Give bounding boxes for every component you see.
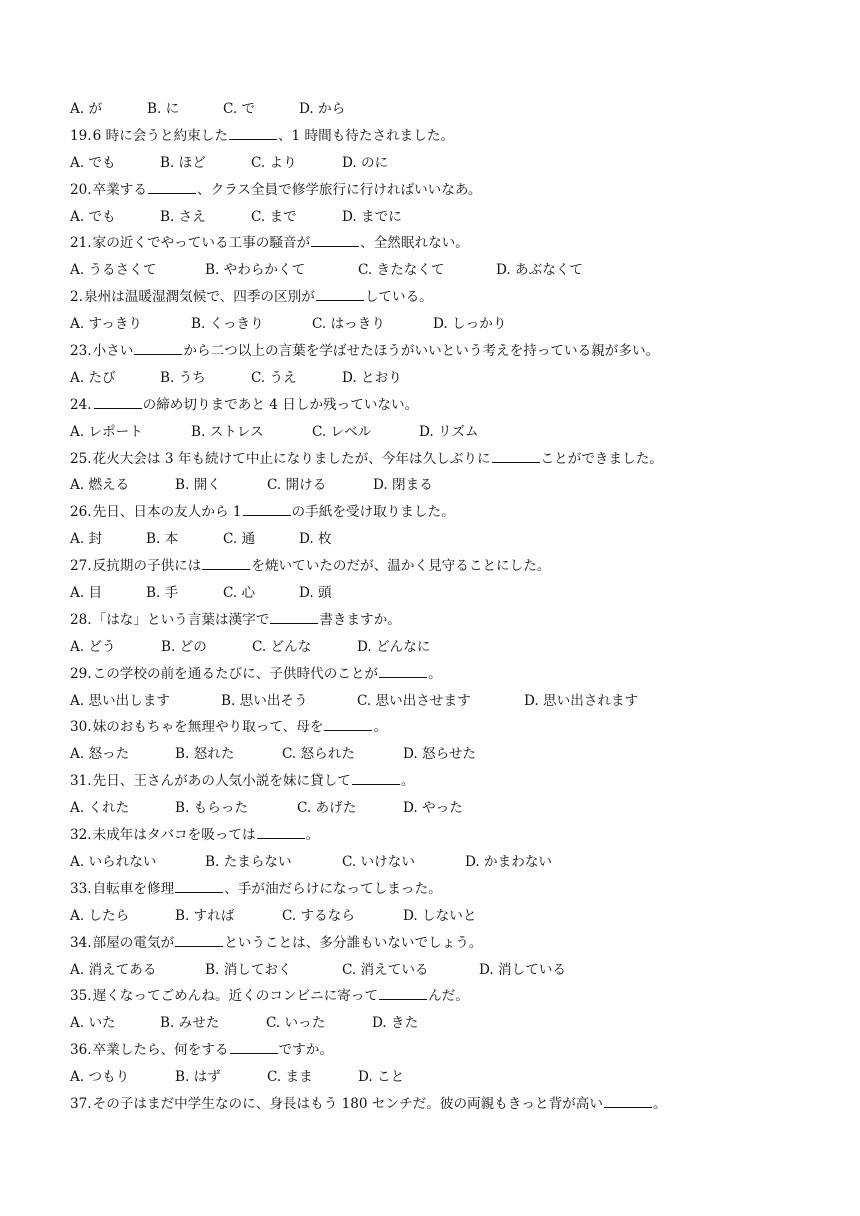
option-d: D. リズム bbox=[419, 423, 479, 440]
option-b: B. さえ bbox=[160, 208, 206, 225]
option-c: C. うえ bbox=[251, 369, 297, 386]
answer-blank bbox=[379, 665, 427, 678]
answer-blank bbox=[324, 718, 372, 731]
question-30 bbox=[70, 714, 790, 741]
question-27 bbox=[70, 553, 790, 580]
question-text-after: 。 bbox=[373, 719, 388, 736]
option-a: A. レポート bbox=[70, 423, 143, 440]
question-text-after: ことができました。 bbox=[540, 450, 663, 467]
answer-blank bbox=[175, 934, 223, 947]
option-d: D. あぶなくて bbox=[496, 262, 584, 279]
option-b: B. たまらない bbox=[205, 853, 292, 870]
question-text-after: している。 bbox=[364, 289, 433, 306]
answer-blank bbox=[243, 503, 291, 516]
option-b: B. みせた bbox=[160, 1015, 220, 1032]
answer-blank bbox=[148, 181, 196, 194]
answer-blank bbox=[134, 342, 182, 355]
option-d: D. 頭 bbox=[299, 585, 332, 602]
answer-blank bbox=[311, 234, 359, 247]
question-number: 24. bbox=[70, 396, 92, 413]
option-d: D. のに bbox=[342, 154, 389, 171]
question-31 bbox=[70, 768, 790, 795]
option-b: B. 消しておく bbox=[205, 961, 292, 978]
option-a: A. つもり bbox=[70, 1069, 130, 1086]
question-text-before: その子はまだ中学生なのに、身長はもう 180 センチだ。彼の両親もきっと背が高い bbox=[92, 1095, 603, 1112]
options-row-24 bbox=[70, 419, 790, 446]
option-c: C. より bbox=[251, 154, 297, 171]
question-text-after: の締め切りまであと 4 日しか残っていない。 bbox=[142, 396, 419, 413]
question-number: 25. bbox=[70, 450, 92, 467]
option-b: B. 思い出そう bbox=[221, 692, 308, 709]
options-row-27 bbox=[70, 580, 790, 607]
options-row-20 bbox=[70, 204, 790, 231]
option-d: D. どんなに bbox=[357, 638, 431, 655]
question-text-before: 遅くなってごめんね。近くのコンビニに寄って bbox=[92, 988, 379, 1005]
option-c: C. 心 bbox=[223, 585, 256, 602]
option-b: B. もらった bbox=[175, 800, 249, 817]
question-25 bbox=[70, 446, 790, 473]
options-row-33 bbox=[70, 903, 790, 930]
question-26 bbox=[70, 499, 790, 526]
question-text-before: この学校の前を通るたびに、子供時代のことが bbox=[92, 665, 379, 682]
options-row-25 bbox=[70, 472, 790, 499]
question-text-before: 泉州は温暖湿潤気候で、四季の区別が bbox=[83, 289, 315, 306]
question-number: 36. bbox=[70, 1042, 92, 1059]
option-c: C. 怒られた bbox=[282, 746, 355, 763]
option-d: D. とおり bbox=[342, 369, 402, 386]
options-row-18 bbox=[70, 96, 790, 123]
option-d: D. から bbox=[299, 101, 346, 117]
question-text-before: 未成年はタバコを吸っては bbox=[92, 827, 256, 844]
question-text-before: 部屋の電気が bbox=[92, 934, 175, 951]
answer-blank bbox=[316, 288, 364, 301]
option-a: A. でも bbox=[70, 208, 116, 225]
question-text-after: 書きますか。 bbox=[319, 611, 401, 628]
option-b: B. はず bbox=[175, 1069, 221, 1086]
question-33 bbox=[70, 876, 790, 903]
question-text-after: 。 bbox=[305, 827, 320, 844]
question-number: 32. bbox=[70, 827, 92, 844]
question-number: 23. bbox=[70, 343, 92, 360]
question-text-after: から二つ以上の言葉を学ばせたほうがいいという考えを持っている親が多い。 bbox=[183, 343, 660, 360]
question-number: 26. bbox=[70, 504, 92, 521]
option-c: C. するなら bbox=[282, 907, 355, 924]
option-a: A. いた bbox=[70, 1015, 116, 1032]
question-21 bbox=[70, 230, 790, 257]
options-row-30 bbox=[70, 741, 790, 768]
answer-blank bbox=[604, 1095, 652, 1108]
options-row-31 bbox=[70, 795, 790, 822]
question-32 bbox=[70, 822, 790, 849]
question-text-before: 花火大会は 3 年も続けて中止になりましたが、今年は久しぶりに bbox=[92, 450, 491, 467]
option-b: B. すれば bbox=[175, 907, 235, 924]
option-d: D. かまわない bbox=[465, 853, 553, 870]
question-text-after: 、手が油だらけになってしまった。 bbox=[224, 880, 442, 897]
question-text-after: 、1 時間も待たされました。 bbox=[277, 127, 455, 144]
question-text-before: 妹のおもちゃを無理やり取って、母を bbox=[92, 719, 324, 736]
option-a: A. 封 bbox=[70, 531, 103, 548]
options-row-19 bbox=[70, 150, 790, 177]
question-text-before: 卒業する bbox=[92, 181, 147, 198]
question-text-after: 。 bbox=[653, 1095, 667, 1112]
question-number: 33. bbox=[70, 880, 92, 897]
question-number: 35. bbox=[70, 988, 92, 1005]
answer-blank bbox=[175, 880, 223, 893]
option-c: C. 消えている bbox=[342, 961, 429, 978]
question-19 bbox=[70, 123, 790, 150]
question-22 bbox=[70, 284, 790, 311]
option-d: D. きた bbox=[372, 1015, 419, 1032]
option-c: C. まま bbox=[267, 1069, 313, 1086]
option-b: B. うち bbox=[160, 369, 206, 386]
option-b: B. くっきり bbox=[191, 316, 264, 333]
question-number: 29. bbox=[70, 665, 92, 682]
question-text-before: 先日、日本の友人から 1 bbox=[92, 504, 242, 521]
option-d: D. 怒らせた bbox=[403, 746, 477, 763]
question-text-after: 。 bbox=[400, 773, 415, 790]
option-c: C. きたなくて bbox=[358, 262, 445, 279]
question-number: 19. bbox=[70, 127, 92, 144]
option-a: A. くれた bbox=[70, 800, 130, 817]
answer-blank bbox=[229, 127, 277, 140]
question-list bbox=[70, 96, 790, 1118]
question-34 bbox=[70, 930, 790, 957]
option-b: B. ほど bbox=[160, 154, 206, 171]
question-number: 20. bbox=[70, 181, 92, 198]
option-c: C. レベル bbox=[312, 423, 372, 440]
option-c: C. 通 bbox=[223, 531, 256, 548]
question-number: 31. bbox=[70, 773, 92, 790]
option-c: C. はっきり bbox=[312, 316, 385, 333]
question-29 bbox=[70, 661, 790, 688]
question-37 bbox=[70, 1091, 790, 1118]
question-text-after: んだ。 bbox=[428, 988, 469, 1005]
question-number: 2. bbox=[70, 289, 83, 306]
option-b: B. 開く bbox=[175, 477, 221, 494]
option-d: D. 消している bbox=[479, 961, 567, 978]
options-row-29 bbox=[70, 688, 790, 715]
question-23 bbox=[70, 338, 790, 365]
question-text-after: ということは、多分誰もいないでしょう。 bbox=[224, 934, 483, 951]
question-text-after: 、全然眠れない。 bbox=[360, 235, 469, 252]
option-d: D. やった bbox=[403, 800, 463, 817]
option-c: C. いった bbox=[266, 1015, 326, 1032]
question-text-before: 反抗期の子供には bbox=[92, 558, 202, 575]
answer-blank bbox=[230, 1041, 278, 1054]
answer-blank bbox=[379, 987, 427, 1000]
answer-blank bbox=[270, 611, 318, 624]
question-text-before: 先日、王さんがあの人気小説を妹に貸して bbox=[92, 773, 351, 790]
option-a: A. どう bbox=[70, 638, 116, 655]
question-28 bbox=[70, 607, 790, 634]
option-d: D. 閉まる bbox=[373, 477, 433, 494]
option-b: B. 本 bbox=[146, 531, 179, 548]
question-text-before: 小さい bbox=[92, 343, 134, 360]
question-text-before: 自転車を修理 bbox=[92, 880, 175, 897]
option-b: B. 手 bbox=[146, 585, 179, 602]
question-text-after: の手紙を受け取りました。 bbox=[291, 504, 455, 521]
option-c: C. 思い出させます bbox=[357, 692, 471, 709]
option-a: A. 燃える bbox=[70, 477, 130, 494]
options-row-32 bbox=[70, 849, 790, 876]
question-text-after: を焼いていたのだが、温かく見守ることにした。 bbox=[251, 558, 551, 575]
options-row-23 bbox=[70, 365, 790, 392]
option-b: B. に bbox=[147, 101, 180, 117]
question-number: 30. bbox=[70, 719, 92, 736]
question-text-after: 、クラス全員で修学旅行に行ければいいなあ。 bbox=[197, 181, 482, 198]
question-number: 37. bbox=[70, 1095, 92, 1112]
option-a: A. でも bbox=[70, 154, 116, 171]
question-20 bbox=[70, 177, 790, 204]
option-a: A. 怒った bbox=[70, 746, 130, 763]
options-row-26 bbox=[70, 526, 790, 553]
option-a: A. が bbox=[70, 101, 103, 117]
question-number: 21. bbox=[70, 235, 92, 252]
question-number: 28. bbox=[70, 611, 92, 628]
options-row-35 bbox=[70, 1010, 790, 1037]
option-d: D. までに bbox=[342, 208, 402, 225]
answer-blank bbox=[492, 450, 540, 463]
question-text-before: 卒業したら、何をする bbox=[92, 1042, 229, 1059]
question-24 bbox=[70, 392, 790, 419]
option-b: B. ストレス bbox=[191, 423, 264, 440]
question-text-before: 家の近くでやっている工事の騒音が bbox=[92, 235, 311, 252]
option-a: A. いられない bbox=[70, 853, 157, 870]
option-b: B. やわらかくて bbox=[205, 262, 306, 279]
option-a: A. たび bbox=[70, 369, 116, 386]
option-a: A. 目 bbox=[70, 585, 103, 602]
question-number: 27. bbox=[70, 558, 92, 575]
option-c: C. いけない bbox=[342, 853, 415, 870]
question-text-before: 6 時に会うと約束した bbox=[92, 127, 228, 144]
option-d: D. しないと bbox=[403, 907, 477, 924]
option-a: A. すっきり bbox=[70, 316, 143, 333]
options-row-22 bbox=[70, 311, 790, 338]
option-c: C. で bbox=[223, 101, 256, 117]
answer-blank bbox=[94, 396, 142, 409]
option-d: D. こと bbox=[358, 1069, 405, 1086]
option-c: C. まで bbox=[251, 208, 297, 225]
options-row-36 bbox=[70, 1064, 790, 1091]
question-35 bbox=[70, 983, 790, 1010]
question-text-before: 「はな」という言葉は漢字で bbox=[92, 611, 270, 628]
option-c: C. 開ける bbox=[267, 477, 327, 494]
option-d: D. しっかり bbox=[433, 316, 507, 333]
option-a: A. したら bbox=[70, 907, 130, 924]
answer-blank bbox=[352, 772, 400, 785]
option-d: D. 思い出されます bbox=[524, 692, 639, 709]
question-number: 34. bbox=[70, 934, 92, 951]
option-b: B. どの bbox=[161, 638, 207, 655]
option-a: A. 思い出します bbox=[70, 692, 171, 709]
option-a: A. うるさくて bbox=[70, 262, 157, 279]
options-row-21 bbox=[70, 257, 790, 284]
option-c: C. あげた bbox=[297, 800, 357, 817]
option-d: D. 枚 bbox=[299, 531, 332, 548]
option-a: A. 消えてある bbox=[70, 961, 157, 978]
options-row-28 bbox=[70, 634, 790, 661]
option-b: B. 怒れた bbox=[175, 746, 235, 763]
question-text-after: 。 bbox=[428, 665, 442, 682]
question-text-after: ですか。 bbox=[278, 1042, 333, 1059]
answer-blank bbox=[257, 826, 305, 839]
question-36 bbox=[70, 1037, 790, 1064]
answer-blank bbox=[202, 557, 250, 570]
option-c: C. どんな bbox=[252, 638, 312, 655]
options-row-34 bbox=[70, 957, 790, 984]
